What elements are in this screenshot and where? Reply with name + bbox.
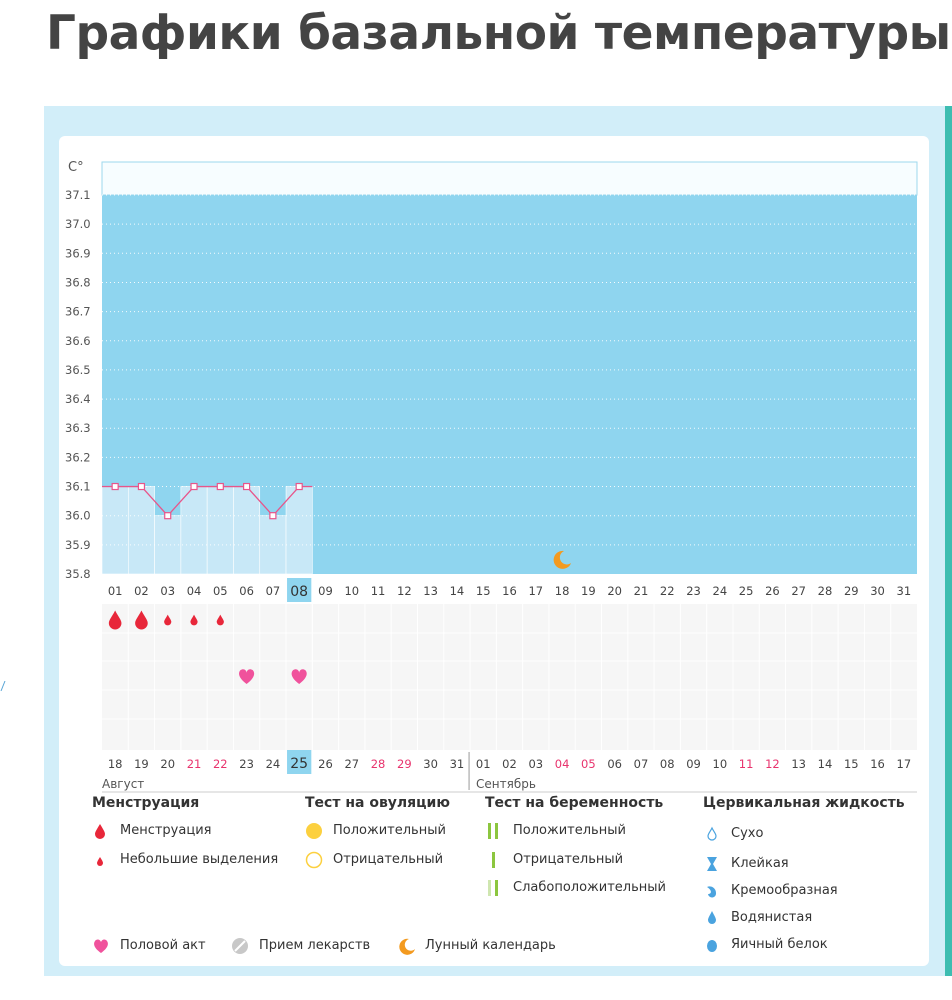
data-point [112, 484, 118, 490]
y-tick-label: 36.7 [65, 304, 91, 319]
period-column [102, 487, 128, 574]
x-tick-label: 19 [581, 584, 596, 598]
x-tick-label: 01 [107, 584, 123, 598]
legend-label: Положительный [513, 823, 626, 838]
date-label: 29 [397, 757, 412, 771]
one-line-icon [485, 851, 505, 869]
drop-large-icon [92, 822, 112, 840]
date-label: 07 [633, 757, 649, 771]
calendar-date-axis [102, 750, 917, 792]
legend-label: Кремообразная [731, 883, 838, 898]
date-label: 03 [528, 757, 544, 771]
date-label: 09 [686, 757, 701, 771]
legend-label: Водянистая [731, 910, 813, 925]
legend-label: Сухо [731, 826, 764, 841]
x-tick-label: 20 [607, 584, 622, 598]
y-axis [65, 160, 91, 581]
data-point [244, 484, 250, 490]
date-label: 01 [475, 757, 491, 771]
y-tick-label: 36.6 [65, 333, 91, 348]
x-tick-label: 14 [449, 584, 465, 598]
page-title: Графики базальной температуры [46, 6, 951, 61]
x-tick-label-today: 08 [290, 584, 309, 600]
legend-heading-menstruation: Менструация [92, 795, 200, 811]
x-tick-label: 16 [502, 584, 517, 598]
date-label: 12 [765, 757, 780, 771]
data-point [217, 484, 223, 490]
date-label: 27 [344, 757, 360, 771]
date-label: 31 [449, 757, 465, 771]
drop-small-icon [92, 851, 112, 869]
marker-rows [102, 604, 917, 750]
x-tick-label: 21 [633, 584, 649, 598]
date-label: 21 [186, 757, 202, 771]
y-axis-unit: C° [68, 160, 84, 175]
legend-label: Положительный [333, 823, 446, 838]
x-tick-label: 03 [160, 584, 176, 598]
legend-label: Небольшие выделения [120, 852, 279, 867]
moon-icon [397, 937, 417, 955]
circle-outline-icon [305, 851, 325, 869]
date-label: 18 [107, 757, 123, 771]
x-tick-label: 12 [397, 584, 412, 598]
x-tick-label: 13 [423, 584, 438, 598]
heart-icon [92, 937, 112, 955]
y-tick-label: 37.0 [65, 217, 91, 232]
month-label: Август [102, 777, 145, 791]
data-point [296, 484, 302, 490]
x-tick-label: 02 [134, 584, 149, 598]
date-label: 30 [423, 757, 438, 771]
y-tick-label: 35.8 [65, 567, 91, 581]
x-tick-label: 31 [896, 584, 912, 598]
x-tick-label: 05 [212, 584, 228, 598]
y-tick-label: 36.9 [65, 246, 91, 261]
legend-label: Клейкая [731, 856, 789, 871]
egg-white-icon [703, 936, 723, 954]
date-label: 28 [370, 757, 386, 771]
month-label: Сентябрь [476, 777, 536, 791]
drop-blue-icon [703, 909, 723, 927]
date-label: 26 [318, 757, 333, 771]
date-label: 20 [160, 757, 176, 771]
date-label: 04 [554, 757, 570, 771]
period-column [128, 487, 154, 574]
data-point [165, 513, 171, 519]
drop-outline-icon [703, 825, 723, 843]
legend-label: Лунный календарь [425, 938, 556, 953]
x-tick-label: 15 [475, 584, 491, 598]
date-label: 10 [712, 757, 728, 771]
x-tick-label: 17 [528, 584, 544, 598]
x-tick-label: 04 [186, 584, 202, 598]
circle-filled-icon [305, 822, 325, 840]
date-label: 14 [817, 757, 833, 771]
marker-grid-bg [102, 604, 917, 750]
legend-label: Половой акт [120, 938, 206, 953]
date-label: 22 [212, 757, 228, 771]
cycle-day-axis [108, 578, 911, 602]
date-label: 11 [738, 757, 754, 771]
data-point [138, 484, 144, 490]
data-point [270, 513, 276, 519]
period-column [181, 487, 207, 574]
date-label: 19 [134, 757, 149, 771]
date-label: 24 [265, 757, 281, 771]
x-tick-label: 11 [370, 584, 386, 598]
x-tick-label: 30 [870, 584, 885, 598]
date-label: 06 [607, 757, 622, 771]
x-tick-label: 23 [686, 584, 701, 598]
legend-heading-pregnancy-test: Тест на беременность [485, 795, 664, 811]
y-tick-label: 37.1 [65, 188, 91, 202]
y-tick-label: 36.4 [65, 392, 91, 407]
date-label: 13 [791, 757, 807, 771]
period-column [233, 487, 259, 574]
x-tick-label: 18 [554, 584, 570, 598]
data-point [191, 484, 197, 490]
period-column [207, 487, 233, 574]
faint-lines-icon [485, 879, 505, 897]
x-tick-label: 22 [659, 584, 675, 598]
two-lines-icon [485, 822, 505, 840]
x-tick-label: 26 [765, 584, 780, 598]
date-label: 16 [870, 757, 885, 771]
legend-heading-ovulation-test: Тест на овуляцию [305, 795, 450, 811]
legend-label: Отрицательный [513, 852, 624, 867]
hourglass-icon [703, 855, 723, 873]
x-tick-label: 25 [738, 584, 754, 598]
x-tick-label: 09 [318, 584, 333, 598]
legend-label: Прием лекарств [259, 938, 371, 953]
date-label: 15 [843, 757, 859, 771]
x-tick-label: 06 [239, 584, 254, 598]
legend-label: Менструация [120, 823, 212, 838]
plot-top-band [102, 162, 917, 195]
date-label: 02 [502, 757, 517, 771]
x-tick-label: 07 [265, 584, 281, 598]
x-tick-label: 27 [791, 584, 807, 598]
pill-icon [231, 937, 251, 955]
legend-label: Отрицательный [333, 852, 444, 867]
date-label: 23 [239, 757, 254, 771]
y-tick-label: 36.8 [65, 275, 91, 290]
y-tick-label: 36.1 [65, 479, 91, 494]
date-label: 08 [659, 757, 675, 771]
y-tick-label: 36.3 [65, 421, 91, 436]
y-tick-label: 35.9 [65, 537, 91, 552]
date-label: 05 [581, 757, 596, 771]
date-label: 17 [896, 757, 912, 771]
x-tick-label: 28 [817, 584, 833, 598]
y-tick-label: 36.0 [65, 508, 91, 523]
legend-label: Слабоположительный [513, 880, 666, 895]
x-tick-label: 24 [712, 584, 728, 598]
legend-label: Яичный белок [731, 937, 828, 952]
y-tick-label: 36.2 [65, 450, 91, 465]
period-column [286, 487, 312, 574]
legend-heading-cervical-fluid: Цервикальная жидкость [703, 795, 905, 811]
swirl-drop-icon [703, 882, 723, 900]
x-tick-label: 29 [843, 584, 859, 598]
x-tick-label: 10 [344, 584, 360, 598]
date-label-today: 25 [290, 756, 309, 772]
y-tick-label: 36.5 [65, 362, 91, 377]
